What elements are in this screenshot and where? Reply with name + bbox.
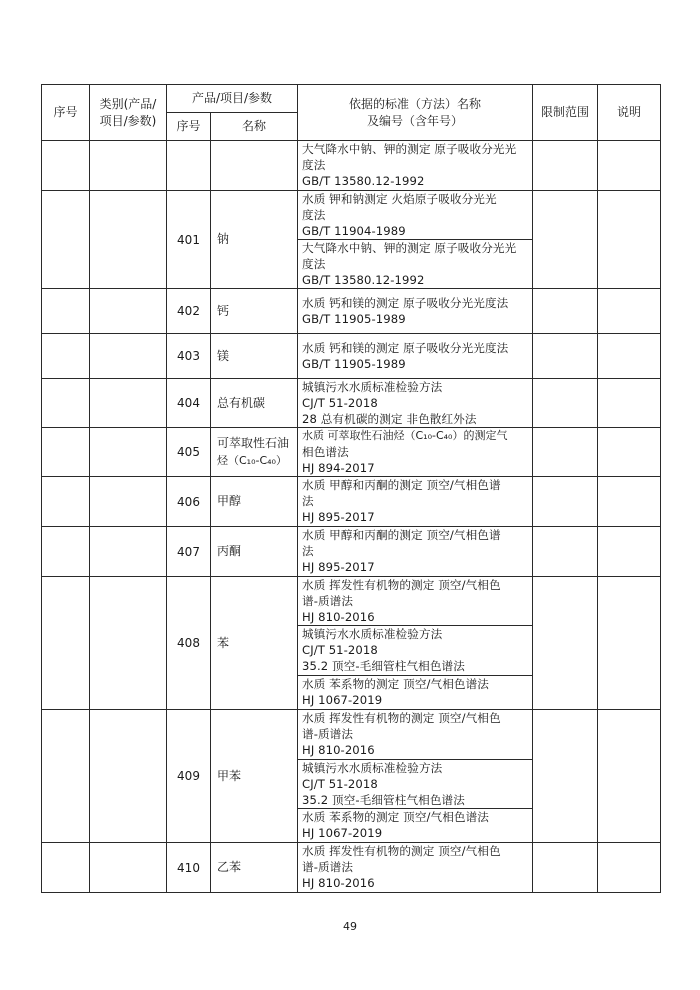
- standard-cell: 水质 苯系物的测定 顶空/气相色谱法 HJ 1067-2019: [298, 676, 533, 710]
- item-name: 甲醇: [211, 477, 298, 527]
- table-row: [42, 191, 661, 240]
- table-row: [42, 428, 661, 477]
- table-row: [42, 710, 661, 760]
- standard-cell: 水质 钾和钠测定 火焰原子吸收分光光 度法 GB/T 11904-1989: [298, 191, 533, 240]
- item-number: 405: [167, 428, 211, 477]
- standards-table: [41, 84, 661, 893]
- page-number: 49: [343, 920, 357, 933]
- standard-cell: 水质 甲醇和丙酮的测定 顶空/气相色谱 法 HJ 895-2017: [298, 477, 533, 527]
- header-standard: 依据的标准（方法）名称 及编号（含年号）: [298, 85, 533, 141]
- item-number: 401: [167, 191, 211, 289]
- item-number: 407: [167, 527, 211, 577]
- table-row: [42, 477, 661, 527]
- header-limit: 限制范围: [533, 85, 598, 141]
- standard-cell: 城镇污水水质标准检验方法 CJ/T 51-2018 35.2 顶空-毛细管柱气相色谱法: [298, 760, 533, 809]
- item-number: 404: [167, 379, 211, 428]
- standard-cell: 水质 甲醇和丙酮的测定 顶空/气相色谱 法 HJ 895-2017: [298, 527, 533, 577]
- header-sub-seq: 序号: [167, 113, 211, 141]
- header-seq: 序号: [42, 85, 90, 141]
- standard-cell: 大气降水中钠、钾的测定 原子吸收分光光 度法 GB/T 13580.12-1992: [298, 141, 533, 191]
- item-number: 406: [167, 477, 211, 527]
- item-name: 丙酮: [211, 527, 298, 577]
- item-name: 钠: [211, 191, 298, 289]
- table-row: [42, 843, 661, 893]
- standard-cell: 城镇污水水质标准检验方法 CJ/T 51-2018 28 总有机碳的测定 非色散红外法: [298, 379, 533, 428]
- header-category: 类别(产品/ 项目/参数): [90, 85, 167, 141]
- item-name: 镁: [211, 334, 298, 379]
- item-number: 402: [167, 289, 211, 334]
- standard-cell: 大气降水中钠、钾的测定 原子吸收分光光 度法 GB/T 13580.12-1992: [298, 240, 533, 289]
- table-row: [42, 379, 661, 428]
- standard-cell: 城镇污水水质标准检验方法 CJ/T 51-2018 35.2 顶空-毛细管柱气相色谱法: [298, 626, 533, 676]
- table-row: [42, 577, 661, 626]
- item-number: 410: [167, 843, 211, 893]
- item-number: 408: [167, 577, 211, 710]
- item-name: 总有机碳: [211, 379, 298, 428]
- standard-cell: 水质 挥发性有机物的测定 顶空/气相色 谱-质谱法 HJ 810-2016: [298, 710, 533, 760]
- item-number: 409: [167, 710, 211, 843]
- header-note: 说明: [598, 85, 661, 141]
- table-row: [42, 289, 661, 334]
- standard-cell: 水质 钙和镁的测定 原子吸收分光光度法 GB/T 11905-1989: [298, 334, 533, 379]
- item-name: 可萃取性石油 烃（C₁₀-C₄₀）: [211, 428, 298, 477]
- table-row: [42, 334, 661, 379]
- standard-cell: 水质 钙和镁的测定 原子吸收分光光度法 GB/T 11905-1989: [298, 289, 533, 334]
- item-name: 苯: [211, 577, 298, 710]
- item-name: 乙苯: [211, 843, 298, 893]
- standard-cell: 水质 可萃取性石油烃（C₁₀-C₄₀）的测定气 相色谱法 HJ 894-2017: [298, 428, 533, 477]
- standard-cell: 水质 挥发性有机物的测定 顶空/气相色 谱-质谱法 HJ 810-2016: [298, 577, 533, 626]
- header-sub-name: 名称: [211, 113, 298, 141]
- standard-cell: 水质 苯系物的测定 顶空/气相色谱法 HJ 1067-2019: [298, 809, 533, 843]
- item-number: 403: [167, 334, 211, 379]
- table-row: [42, 527, 661, 577]
- table-row: [42, 141, 661, 191]
- standard-cell: 水质 挥发性有机物的测定 顶空/气相色 谱-质谱法 HJ 810-2016: [298, 843, 533, 893]
- item-name: 甲苯: [211, 710, 298, 843]
- item-name: 钙: [211, 289, 298, 334]
- header-product-group: 产品/项目/参数: [167, 85, 298, 113]
